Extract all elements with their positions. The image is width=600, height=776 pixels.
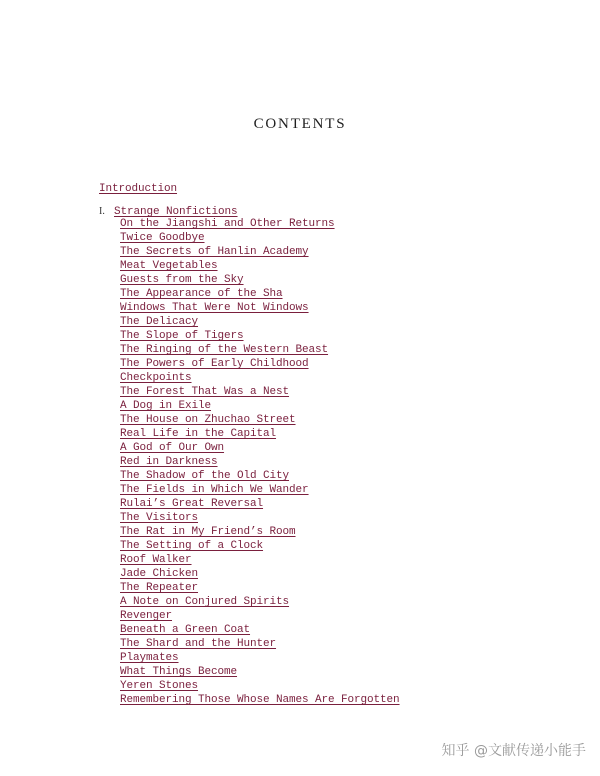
toc-item [120, 551, 400, 565]
toc-link-chapter[interactable]: The Shadow of the Old City [120, 470, 290, 482]
toc-link-chapter[interactable]: A Dog in Exile [120, 400, 212, 412]
toc-item [120, 313, 400, 327]
toc-link-chapter[interactable]: The Visitors [120, 512, 199, 524]
toc-item [120, 439, 400, 453]
toc-link-chapter[interactable]: The Repeater [120, 582, 199, 594]
toc-link-chapter[interactable]: Windows That Were Not Windows [120, 302, 309, 314]
toc-item [120, 607, 400, 621]
toc-item [120, 649, 400, 663]
toc-link-chapter[interactable]: Remembering Those Whose Names Are Forgotten [120, 694, 400, 706]
toc-item [120, 593, 400, 607]
toc-link-chapter[interactable]: The House on Zhuchao Street [120, 414, 296, 426]
toc-item [120, 215, 400, 229]
toc-item [120, 691, 400, 705]
toc-introduction [99, 178, 177, 196]
toc-link-chapter[interactable]: Guests from the Sky [120, 274, 244, 286]
toc-link-chapter[interactable]: Checkpoints [120, 372, 192, 384]
toc-item [120, 621, 400, 635]
toc-link-part[interactable]: Strange Nonfictions [114, 206, 238, 218]
toc-item [120, 243, 400, 257]
toc-item [120, 299, 400, 313]
toc-link-chapter[interactable]: Roof Walker [120, 554, 192, 566]
toc-link-chapter[interactable]: Rulai’s Great Reversal [120, 498, 264, 510]
toc-item [120, 425, 400, 439]
toc-link-chapter[interactable]: The Slope of Tigers [120, 330, 244, 342]
toc-link-chapter[interactable]: The Setting of a Clock [120, 540, 264, 552]
watermark: 知乎 @文献传递小能手 [441, 743, 586, 759]
toc-item [120, 355, 400, 369]
toc-link-chapter[interactable]: Jade Chicken [120, 568, 199, 580]
toc-link-introduction[interactable]: Introduction [99, 183, 178, 195]
toc-item [120, 369, 400, 383]
toc-link-chapter[interactable]: Red in Darkness [120, 456, 218, 468]
toc-item [120, 341, 400, 355]
toc-item [120, 481, 400, 495]
toc-link-chapter[interactable]: Meat Vegetables [120, 260, 218, 272]
toc-item [120, 509, 400, 523]
toc-link-chapter[interactable]: The Appearance of the Sha [120, 288, 283, 300]
toc-link-chapter[interactable]: A God of Our Own [120, 442, 225, 454]
toc-item [120, 327, 400, 341]
toc-link-chapter[interactable]: The Delicacy [120, 316, 199, 328]
toc-item [120, 383, 400, 397]
toc-link-chapter[interactable]: Revenger [120, 610, 173, 622]
toc-item [120, 495, 400, 509]
part-number: I. [99, 206, 105, 217]
toc-link-chapter[interactable]: Beneath a Green Coat [120, 624, 251, 636]
toc-link-chapter[interactable]: The Ringing of the Western Beast [120, 344, 329, 356]
toc-item [120, 537, 400, 551]
toc-item [120, 677, 400, 691]
toc-link-chapter[interactable]: On the Jiangshi and Other Returns [120, 218, 335, 230]
toc-item [120, 397, 400, 411]
toc-link-chapter[interactable]: Playmates [120, 652, 179, 664]
toc-link-chapter[interactable]: The Powers of Early Childhood [120, 358, 309, 370]
toc-item [120, 453, 400, 467]
toc-item [120, 635, 400, 649]
toc-link-chapter[interactable]: Real Life in the Capital [120, 428, 277, 440]
toc-link-chapter[interactable]: The Shard and the Hunter [120, 638, 277, 650]
toc-item [120, 257, 400, 271]
chapter-list [120, 215, 400, 705]
toc-link-chapter[interactable]: Yeren Stones [120, 680, 199, 692]
toc-link-chapter[interactable]: The Rat in My Friend’s Room [120, 526, 296, 538]
toc-item [120, 411, 400, 425]
toc-link-chapter[interactable]: What Things Become [120, 666, 238, 678]
toc-link-chapter[interactable]: The Forest That Was a Nest [120, 386, 290, 398]
page-title: CONTENTS [253, 116, 347, 132]
toc-item [120, 565, 400, 579]
toc-item [120, 271, 400, 285]
toc-item [120, 285, 400, 299]
toc-item [120, 523, 400, 537]
toc-item [120, 579, 400, 593]
toc-item [120, 467, 400, 481]
toc-item [120, 663, 400, 677]
toc-item [120, 229, 400, 243]
toc-link-chapter[interactable]: The Fields in Which We Wander [120, 484, 309, 496]
toc-link-chapter[interactable]: The Secrets of Hanlin Academy [120, 246, 309, 258]
toc-link-chapter[interactable]: Twice Goodbye [120, 232, 205, 244]
toc-link-chapter[interactable]: A Note on Conjured Spirits [120, 596, 290, 608]
